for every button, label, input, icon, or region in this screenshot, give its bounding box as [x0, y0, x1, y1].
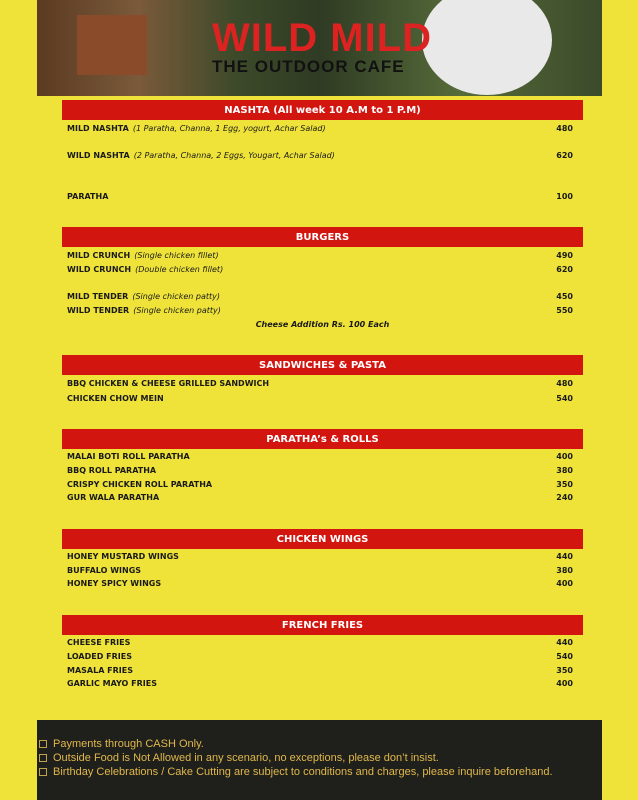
item-name: HONEY SPICY WINGS — [67, 579, 162, 588]
item-name: CHICKEN CHOW MEIN — [67, 394, 164, 403]
item-price: 480 — [556, 379, 573, 388]
footer-line — [37, 765, 602, 779]
item-name: GARLIC MAYO FRIES — [67, 679, 157, 688]
menu-item — [67, 577, 573, 590]
item-price: 380 — [556, 566, 573, 575]
item-price: 380 — [556, 466, 573, 475]
section-header-nashta: NASHTA (All week 10 A.M to 1 P.M) — [62, 100, 583, 120]
item-price: 440 — [556, 552, 573, 561]
cheese-addition-note: Cheese Addition Rs. 100 Each — [255, 320, 390, 329]
banner-dome-shape — [422, 0, 552, 95]
section-header-wings: CHICKEN WINGS — [62, 529, 583, 549]
menu-item — [67, 650, 573, 663]
header-banner — [37, 0, 602, 96]
menu-item — [67, 677, 573, 690]
item-price: 540 — [556, 652, 573, 661]
item-price: 450 — [556, 292, 573, 301]
footer-line — [37, 737, 602, 751]
section-header-fries: FRENCH FRIES — [62, 615, 583, 635]
item-price: 350 — [556, 666, 573, 675]
item-description: (Single chicken patty) — [133, 306, 221, 315]
item-price: 490 — [556, 251, 573, 260]
item-description: (Double chicken fillet) — [135, 265, 224, 274]
item-name: WILD NASHTA — [67, 151, 130, 160]
footer-line — [37, 751, 602, 765]
item-name: CRISPY CHICKEN ROLL PARATHA — [67, 480, 213, 489]
item-price: 100 — [556, 192, 573, 201]
item-price: 240 — [556, 493, 573, 502]
item-name: MASALA FRIES — [67, 666, 134, 675]
item-price: 440 — [556, 638, 573, 647]
item-name: BBQ ROLL PARATHA — [67, 466, 157, 475]
section-header-sandwiches: SANDWICHES & PASTA — [62, 355, 583, 375]
item-name: HONEY MUSTARD WINGS — [67, 552, 179, 561]
item-price: 480 — [556, 124, 573, 133]
menu-item — [67, 149, 573, 162]
item-description: (2 Paratha, Channa, 2 Eggs, Yougart, Achar Salad) — [133, 151, 335, 160]
menu-item — [67, 550, 573, 563]
item-name: MILD NASHTA — [67, 124, 129, 133]
bullet-box-icon — [39, 740, 47, 748]
menu-item — [67, 377, 573, 390]
item-name: BUFFALO WINGS — [67, 566, 142, 575]
menu-item — [67, 249, 573, 262]
item-description: (Single chicken fillet) — [134, 251, 219, 260]
bullet-box-icon — [39, 754, 47, 762]
menu-item — [67, 392, 573, 405]
cafe-logo-subtitle: THE OUTDOOR CAFE — [212, 57, 405, 76]
menu-item — [67, 564, 573, 577]
footer-line-text: Outside Food is Not Allowed in any scenario, no exceptions, please don’t insist. — [53, 752, 439, 764]
menu-item — [67, 464, 573, 477]
item-price: 550 — [556, 306, 573, 315]
banner-hut-shape — [77, 15, 147, 75]
menu-item — [67, 122, 573, 135]
menu-item — [67, 290, 573, 303]
item-name: WILD TENDER — [67, 306, 130, 315]
menu-item — [67, 636, 573, 649]
item-price: 620 — [556, 265, 573, 274]
item-price: 620 — [556, 151, 573, 160]
item-name: MILD CRUNCH — [67, 251, 131, 260]
item-name: LOADED FRIES — [67, 652, 132, 661]
menu-item — [67, 450, 573, 463]
item-description: (1 Paratha, Channa, 1 Egg, yogurt, Achar Salad) — [132, 124, 326, 133]
item-price: 540 — [556, 394, 573, 403]
item-name: MALAI BOTI ROLL PARATHA — [67, 452, 190, 461]
menu-item — [67, 263, 573, 276]
menu-item — [67, 491, 573, 504]
item-price: 400 — [556, 679, 573, 688]
menu-item — [67, 664, 573, 677]
item-name: CHEESE FRIES — [67, 638, 131, 647]
item-description: (Single chicken patty) — [132, 292, 220, 301]
item-name: MILD TENDER — [67, 292, 129, 301]
footer-line-text: Payments through CASH Only. — [53, 738, 204, 750]
menu-item — [67, 304, 573, 317]
section-header-burgers: BURGERS — [62, 227, 583, 247]
section-header-rolls: PARATHA’s & ROLLS — [62, 429, 583, 449]
item-price: 350 — [556, 480, 573, 489]
item-name: WILD CRUNCH — [67, 265, 132, 274]
item-price: 400 — [556, 452, 573, 461]
item-price: 400 — [556, 579, 573, 588]
menu-item — [67, 478, 573, 491]
footer-line-text: Birthday Celebrations / Cake Cutting are subject to conditions and charges, please inquire beforehand. — [53, 766, 553, 778]
menu-item — [67, 190, 573, 203]
item-name: PARATHA — [67, 192, 109, 201]
cafe-logo-title: WILD MILD — [212, 16, 433, 60]
item-name: GUR WALA PARATHA — [67, 493, 160, 502]
bullet-box-icon — [39, 768, 47, 776]
footer-notice — [37, 720, 602, 800]
item-name: BBQ CHICKEN & CHEESE GRILLED SANDWICH — [67, 379, 270, 388]
